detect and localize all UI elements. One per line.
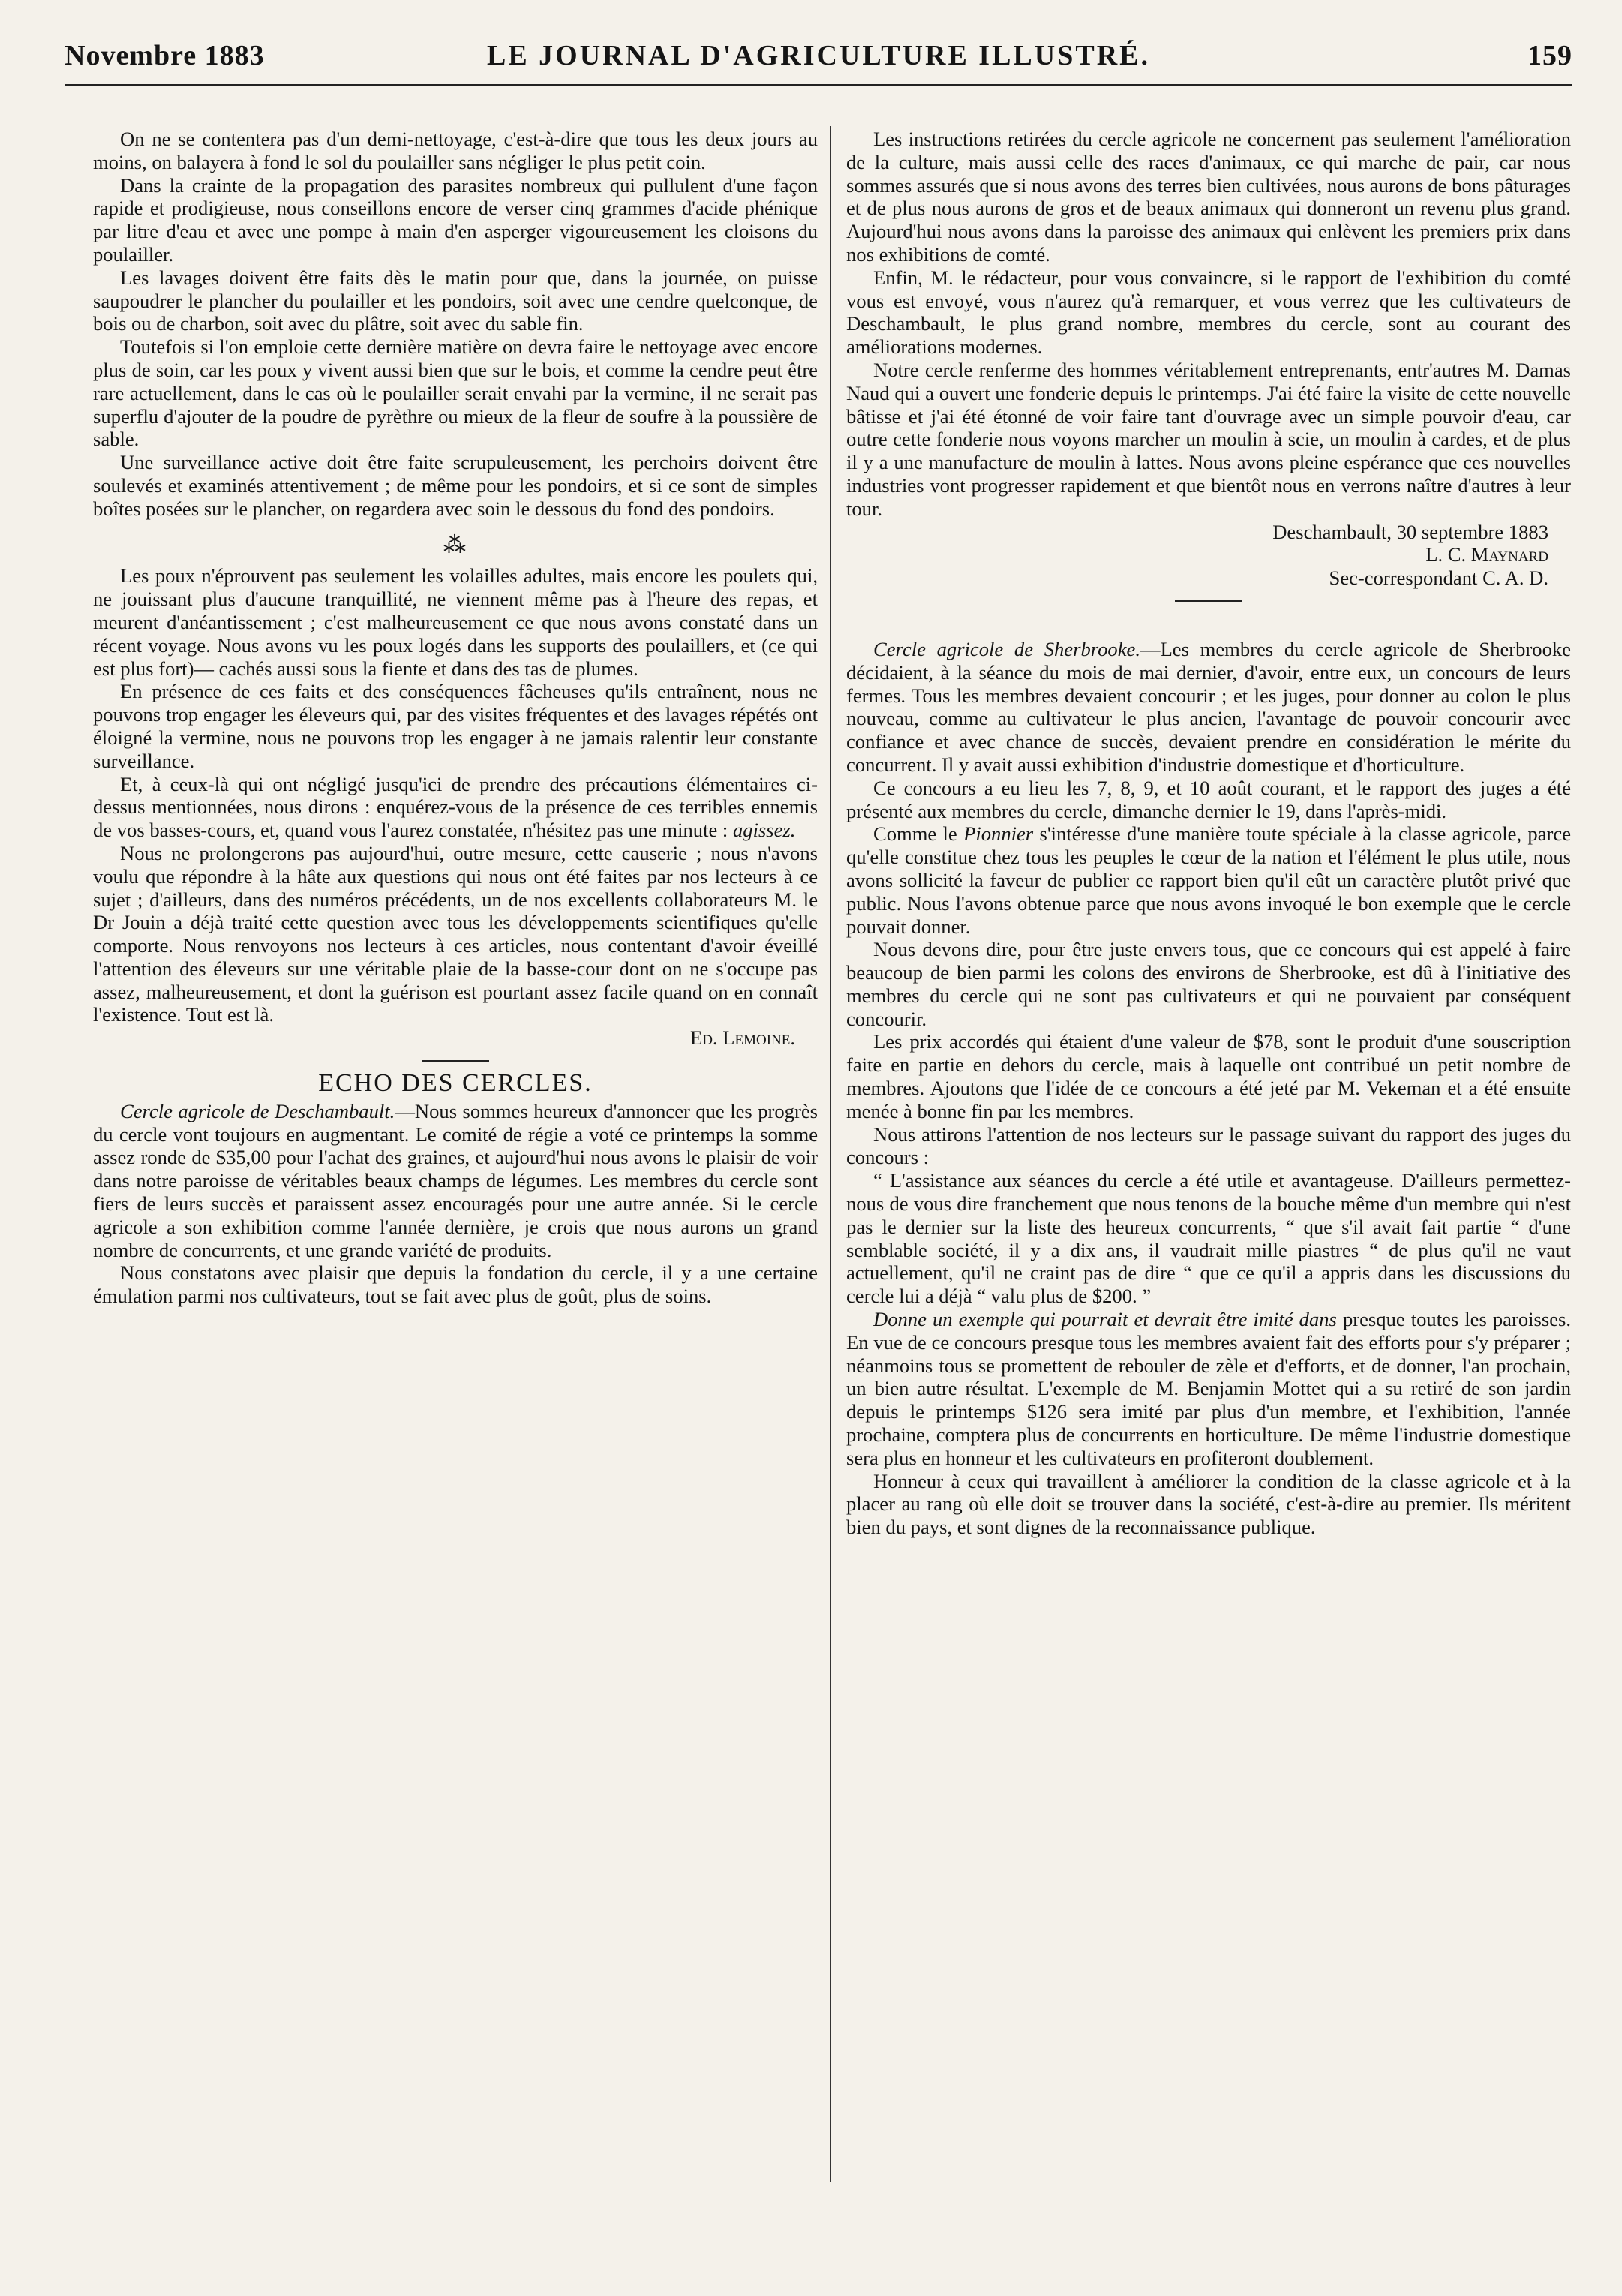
paragraph-text: Comme le (873, 822, 957, 846)
issue-date: Novembre 1883 (65, 40, 265, 71)
page-number: 159 (1527, 40, 1572, 71)
emphasis: agissez. (732, 819, 796, 842)
paragraph (93, 1100, 818, 1262)
paragraph: Honneur à ceux qui travaillent à améliorer la condition de la classe agricole et à la placer au rang où elle doit se trouver dans la société, c'est-à-dire au premier. Ils méritent bien du pays, et sont dignes de la reconnaissance publique. (846, 1469, 1571, 1539)
article-heading: Cercle agricole de Deschambault. (120, 1099, 395, 1122)
paragraph: Une surveillance active doit être faite scrupuleusement, les perchoirs doivent être soulevés et examinés attentivement ; de même pour les pondoirs, et si ce sont de simples boîtes posées sur le plancher, on regardera avec soin le dessous du fond des pondoirs. (93, 451, 818, 520)
paragraph-text: —Nous sommes heureux d'annoncer que les progrès du cercle vont toujours en augmentant. Le comité de régie a voté ce printemps la somme assez ronde de $35,00 pour l'achat des graines, et aujourd'hui nous avons le plaisir de voir dans notre paroisse de véritables beaux champs de légumes. Les membres du cercle sont fiers de leurs succès et paraissent assez encouragés pour une autre année. Si le cercle agricole a son exhibition comme l'année dernière, je crois que nous aurons un grand nombre de concurrents, et une grande variété de produits. (93, 1099, 818, 1261)
paragraph: En présence de ces faits et des conséquences fâcheuses qu'ils entraînent, nous ne pouvons trop engager les éleveurs qui, par des visites fréquentes et des lavages répétés ont éloigné la vermine, nous ne pouvons trop les engager à ne jamais ralentir leur constante surveillance. (93, 680, 818, 772)
paragraph: Les prix accordés qui étaient d'une valeur de $78, sont le produit d'une souscription faite en partie en dehors du cercle, mais à laquelle ont contribué un petit nombre de membres. Ajoutons que l'idée de ce concours a été jeté par M. Vekeman et a été ensuite menée à bonne fin par les membres. (846, 1030, 1571, 1122)
paragraph (846, 1308, 1571, 1470)
section-rule (422, 1060, 489, 1062)
left-column (93, 128, 818, 1308)
paragraph-text: Et, à ceux-là qui ont négligé jusqu'ici de prendre des précautions élémentaires ci-dessus mentionnées, nous dirons : enquérez-vous de la présence de ces terribles ennemis de vos basses-cours, et, quand vous l'aurez constatée, n'hésitez pas une minute : (93, 772, 818, 842)
paragraph: Ce concours a eu lieu les 7, 8, 9, et 10 août courant, et le rapport des juges a été présenté aux membres du cercle, dimanche dernier le 19, dans l'après-midi. (846, 776, 1571, 822)
quotation: “ L'assistance aux séances du cercle a été utile et avantageuse. D'ailleurs permettez-nous de vous dire franchement que nous tenons de la bouche même d'un membre qui n'est pas le dernier sur la liste des heureux concurrents, “ que s'il avait fait partie “ d'une semblable société, il y a dix ans, il vaudrait mille piastres “ de plus qu'il ne vaut actuellement, qu'il ne craint pas de dire “ que ce qu'il a appris dans les discussions du cercle lui a déjà “ valu plus de $200. ” (846, 1169, 1571, 1308)
paragraph: Nous ne prolongerons pas aujourd'hui, outre mesure, cette causerie ; nous n'avons voulu que répondre à la hâte aux questions qui nous ont été faites par nos lecteurs à ce sujet ; d'ailleurs, dans des numéros précédents, un de nos excellents collaborateurs M. le Dr Jouin a déjà traité cette question avec tous les développements scientifiques qu'elle comporte. Nous renvoyons nos lecteurs à ces articles, nous contentant d'avoir éveillé l'attention des éleveurs sur une véritable plaie de la basse-cour dont on ne s'occupe pas assez, malheureusement, et dont la guérison est pourtant assez facile quand on en connaît l'existence. Tout est là. (93, 841, 818, 1026)
page-header (65, 39, 1572, 84)
article-signature: Ed. Lemoine. (689, 1026, 795, 1050)
article-heading: Cercle agricole de Sherbrooke. (873, 637, 1140, 660)
paragraph (846, 638, 1571, 777)
paragraph: Nous attirons l'attention de nos lecteurs sur le passage suivant du rapport des juges du concours : (846, 1122, 1571, 1169)
paragraph: Les lavages doivent être faits dès le matin pour que, dans la journée, on puisse saupoudrer le plancher du poulailler et les pondoirs, soit avec une cendre quelconque, de bois ou de charbon, soit avec du plâtre, soit avec du sable fin. (93, 266, 818, 335)
paragraph-text: presque toutes les paroisses. En vue de ce concours presque tous les membres avaient fait des efforts pour s'y préparer ; néanmoins tous se promettent de rebouler de zèle et d'efforts, et de donner, l'an prochain, un bien autre résultat. L'exemple de M. Benjamin Mottet qui a su retiré de son jardin depuis le printemps $126 sera imité par plus d'un membre, et l'exhibition, l'année prochaine, comptera plus de concurrents en horticulture. De même l'industrie domestique sera plus en honneur et les cultivateurs en profiteront doublement. (846, 1308, 1572, 1469)
emphasis: Pionnier (963, 822, 1034, 846)
signature-name: L. C. Maynard (1425, 543, 1548, 566)
paragraph (93, 773, 818, 842)
paragraph: Nous constatons avec plaisir que depuis la fondation du cercle, il y a une certaine émulation parmi nos cultivateurs, tout se fait avec plus de goût, plus de soins. (93, 1261, 818, 1308)
paragraph: On ne se contentera pas d'un demi-nettoyage, c'est-à-dire que tous les deux jours au moins, on balayera à fond le sol du poulailler sans négliger le plus petit coin. (93, 128, 818, 173)
section-title: ECHO DES CERCLES. (318, 1069, 593, 1098)
right-column (846, 128, 1571, 1539)
section-rule (1175, 600, 1242, 602)
spacer (846, 612, 1571, 638)
paragraph: Nous devons dire, pour être juste envers tous, que ce concours qui est appelé à faire beaucoup de bien parmi les colons des environs de Sherbrooke, est dû à l'initiative des membres du cercle qui ne sont pas cultivateurs et qui ne pouvaient par conséquent concourir. (846, 938, 1571, 1030)
paragraph: Notre cercle renferme des hommes véritablement entreprenants, entr'autres M. Damas Naud qui a ouvert une fonderie depuis le printemps. J'ai été faire la visite de cette nouvelle bâtisse et j'ai été étonné de voir faire tant d'ouvrage avec un simple pouvoir d'eau, car outre cette fonderie nous voyons marcher un moulin à scie, un moulin à cardes, et de plus il y a une manufacture de moulin à lattes. Nous avons pleine espérance que ces nouvelles industries vont progresser rapidement et que bientôt nous en verrons naître d'autres à leur tour. (846, 358, 1571, 520)
column-divider (830, 126, 831, 2182)
dateline: Deschambault, 30 septembre 1883 (1272, 520, 1548, 543)
paragraph: Toutefois si l'on emploie cette dernière matière on devra faire le nettoyage avec encore plus de soin, car les poux y vivent aussi bien que sur le bois, et comme la cendre peut être rare actuellement, dans le cas où le poulailler serait envahi par la vermine, il ne serait pas superflu d'ajouter de la poudre de pyrèthre ou mieux de la fleur de soufre à la poussière de sable. (93, 335, 818, 451)
header-rule (65, 84, 1572, 86)
paragraph (846, 822, 1571, 938)
asterism-separator: ⁂ (443, 532, 467, 557)
emphasis: Donne un exemple qui pourrait et devrait être imité dans (873, 1308, 1337, 1331)
paragraph-text: s'intéresse d'une manière toute spéciale à la classe agricole, parce qu'elle constitue chez tous les peuples le cœur de la nation et l'élément le plus utile, nous avons sollicité la faveur de publier ce rapport bien qu'il eût un caractère plutôt privé que public. Nous l'avons obtenue parce que nous avons invoqué le bon exemple que le cercle pouvait donner. (846, 822, 1571, 938)
paragraph: Dans la crainte de la propagation des parasites nombreux qui pullulent d'une façon rapide et prodigieuse, nous conseillons encore de verser cinq grammes d'acide phénique par litre d'eau et avec une pompe à main d'en asperger vigoureusement les cloisons du poulailler. (93, 173, 818, 266)
paragraph: Les instructions retirées du cercle agricole ne concernent pas seulement l'amélioration de la culture, mais aussi celle des races d'animaux, ce qui marche de pair, car nous sommes assurés que si nous avons des terres bien cultivées, nous aurons de bons pâturages et de plus nous aurons de gros et de beaux animaux qui donneront un revenu plus grand. Aujourd'hui nous avons dans la paroisse des animaux qui enlèvent les premiers prix dans nos exhibitions de comté. (846, 128, 1571, 266)
paragraph: Enfin, M. le rédacteur, pour vous convaincre, si le rapport de l'exhibition du comté vous est envoyé, vous n'aurez qu'à remarquer, et vous verrez que les cultivateurs de Deschambault, le plus grand nombre, membres du cercle, sont au courant des améliorations modernes. (846, 266, 1571, 359)
journal-title: LE JOURNAL D'AGRICULTURE ILLUSTRÉ. (486, 40, 1150, 71)
signature-title: Sec-correspondant C. A. D. (1329, 566, 1548, 590)
paragraph-text: —Les membres du cercle agricole de Sherbrooke décidaient, à la séance du mois de mai dernier, d'avoir, entre eux, un concours de leurs fermes. Tous les membres devaient concourir ; et les juges, pour donner au colon le plus nouveau, comme au cultivateur le plus ancien, l'avantage de pouvoir concourir avec confiance et avec chance de succès, devaient prendre en considération le mérite du concurrent. Il y avait aussi exhibition d'industrie domestique et d'horticulture. (846, 637, 1571, 776)
paragraph: Les poux n'éprouvent pas seulement les volailles adultes, mais encore les poulets qui, ne jouissant plus d'aucune tranquillité, ne viennent même pas à l'heure des repas, et meurent d'anéantissement ; c'est malheureusement ce que nous avons constaté dans un récent voyage. Nous avons vu les poux logés dans les supports des poulaillers, et (ce qui est plus fort)— cachés aussi sous la fiente et dans des tas de plumes. (93, 564, 818, 680)
